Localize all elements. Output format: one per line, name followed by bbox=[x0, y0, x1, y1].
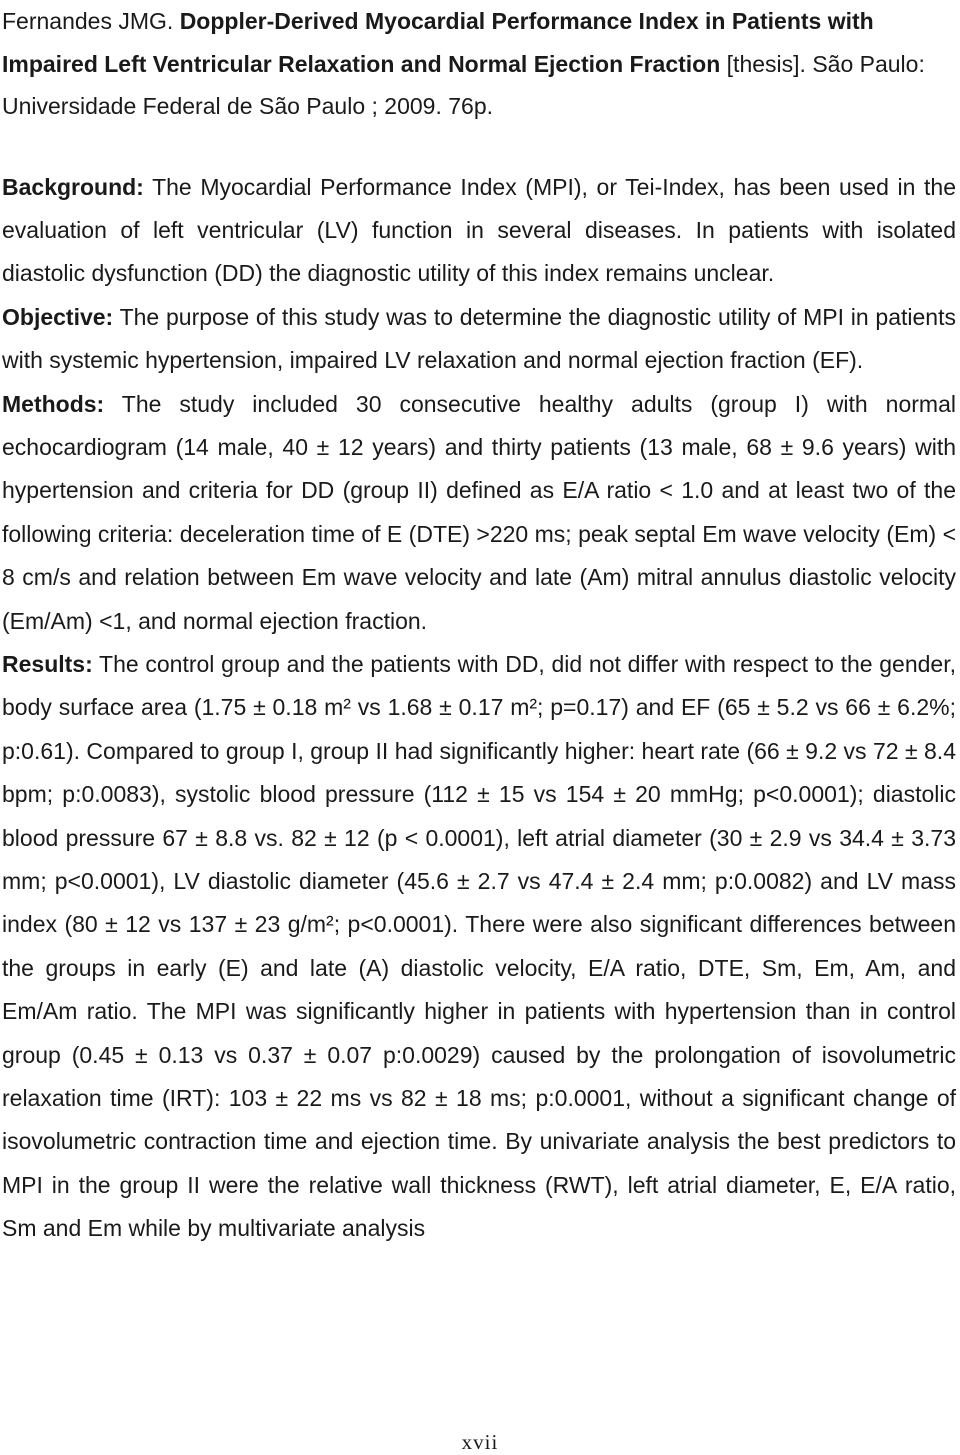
objective-label: Objective: bbox=[2, 303, 114, 330]
results-text: The control group and the patients with DD, did not differ with respect to the gender, body surface area (1.75 ± 0.18 m² vs 1.68 ± 0.17 m²; p=0.17) and EF (65 ± 5.2 vs 66 ± 6.2%; p:0.61). Compared to group I, group II had significantly higher: heart rate (66 ± 9.2 vs 72 ± 8.4 bpm; p:0.0083), systolic blood pressure (112 ± 15 vs 154 ± 20 mmHg; p<0.0001); diastolic blood pressure 67 ± 8.8 vs. 82 ± 12 (p < 0.0001), left atrial diameter (30 ± 2.9 vs 34.4 ± 3.73 mm; p<0.0001), LV diastolic diameter (45.6 ± 2.7 vs 47.4 ± 2.4 mm; p:0.0082) and LV mass index (80 ± 12 vs 137 ± 23 g/m²; p<0.0001). There were also significant differences between the groups in early (E) and late (A) diastolic velocity, E/A ratio, DTE, Sm, Em, Am, and Em/Am ratio. The MPI was significantly higher in patients with hypertension than in control group (0.45 ± 0.13 vs 0.37 ± 0.07 p:0.0029) caused by the prolongation of isovolumetric relaxation time (IRT): 103 ± 22 ms vs 82 ± 18 ms; p:0.0001, without a significant change of isovolumetric contraction time and ejection time. By univariate analysis the best predictors to MPI in the group II were the relative wall thickness (RWT), left atrial diameter, E, E/A ratio, Sm and Em while by multivariate analysis bbox=[2, 650, 956, 1242]
objective-paragraph bbox=[2, 296, 956, 383]
background-text: The Myocardial Performance Index (MPI), or Tei-Index, has been used in the evaluation of left ventricular (LV) function in several diseases. In patients with isolated diastolic dysfunction (DD) the diagnostic utility of this index remains unclear. bbox=[2, 173, 957, 287]
background-label: Background: bbox=[2, 173, 144, 200]
background-paragraph bbox=[2, 166, 956, 296]
objective-text: The purpose of this study was to determine the diagnostic utility of MPI in patients with systemic hypertension, impaired LV relaxation and normal ejection fraction (EF). bbox=[2, 303, 956, 374]
results-paragraph bbox=[2, 643, 956, 1251]
methods-paragraph bbox=[2, 383, 956, 643]
page-number: xvii bbox=[461, 1430, 499, 1454]
methods-text: The study included 30 consecutive healthy adults (group I) with normal echocardiogram (14 male, 40 ± 12 years) and thirty patients (13 male, 68 ± 9.6 years) with hypertension and criteria for DD (group II) defined as E/A ratio < 1.0 and at least two of the following criteria: deceleration time of E (DTE) >220 ms; peak septal Em wave velocity (Em) < 8 cm/s and relation between Em wave velocity and late (Am) mitral annulus diastolic velocity (Em/Am) <1, and normal ejection fraction. bbox=[2, 390, 956, 634]
abstract-page bbox=[2, 0, 956, 1251]
methods-label: Methods: bbox=[2, 390, 105, 417]
citation-author: Fernandes JMG. bbox=[2, 8, 174, 34]
citation bbox=[2, 0, 956, 128]
citation-title: Doppler-Derived Myocardial Performance Index in Patients with Impaired Left Ventricular Relaxation and Normal Ejection Fraction bbox=[2, 8, 874, 77]
results-label: Results: bbox=[2, 650, 93, 677]
citation-publication: [thesis]. São Paulo: Universidade Federal de São Paulo ; 2009. 76p. bbox=[2, 50, 925, 119]
